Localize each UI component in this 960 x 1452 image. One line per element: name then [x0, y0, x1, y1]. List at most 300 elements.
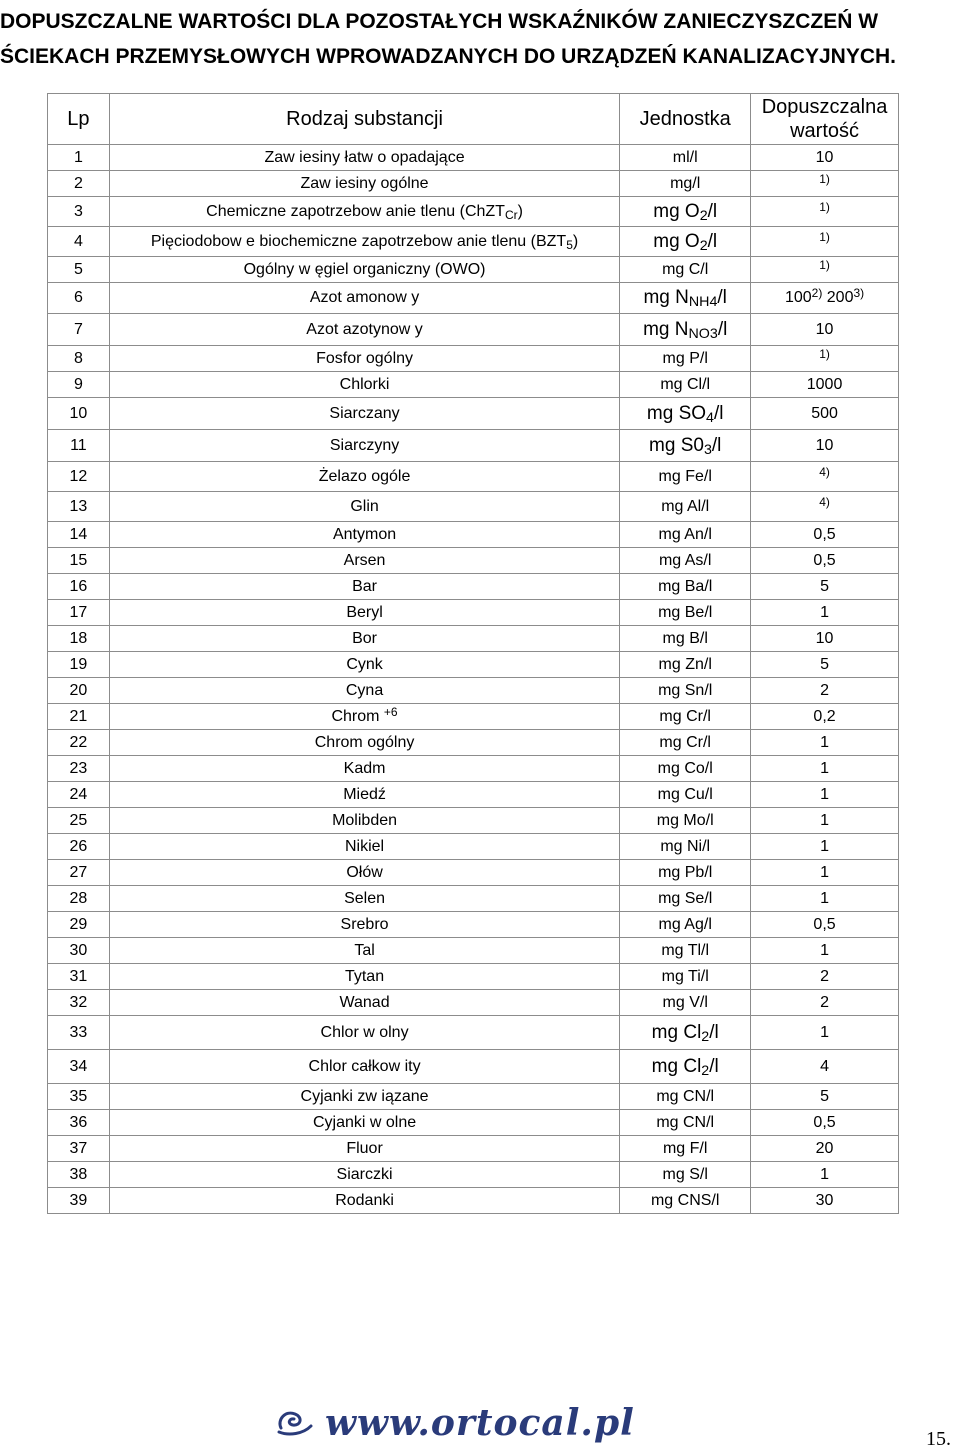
- table-row: [48, 1136, 899, 1162]
- unit-text: mg Cu/l: [657, 785, 713, 803]
- cell-lp: 15: [48, 548, 110, 574]
- cell-unit: [620, 314, 751, 346]
- cell-lp: 19: [48, 652, 110, 678]
- unit-text: mg Ni/l: [660, 837, 711, 855]
- cell-lp: 11: [48, 430, 110, 462]
- unit-text: mg Cl: [651, 1021, 702, 1043]
- cell-value: [751, 145, 899, 171]
- cell-unit: [620, 1188, 751, 1214]
- cell-unit: [620, 227, 751, 257]
- table-row: [48, 938, 899, 964]
- cell-unit: [620, 145, 751, 171]
- value-text: 10: [815, 436, 834, 454]
- table-row: [48, 283, 899, 314]
- cell-unit: [620, 964, 751, 990]
- value-text: 2: [820, 681, 829, 699]
- substance-name: Cynk: [346, 655, 383, 673]
- table-row: [48, 652, 899, 678]
- cell-lp: 39: [48, 1188, 110, 1214]
- substance-name-suffix: ): [517, 202, 523, 220]
- table-row: [48, 1084, 899, 1110]
- cell-unit: [620, 834, 751, 860]
- footer-logo: [275, 1402, 635, 1444]
- substance-name: Zaw iesiny łatw o opadające: [264, 148, 465, 166]
- substance-subscript: 5: [566, 237, 573, 252]
- cell-lp: 25: [48, 808, 110, 834]
- cell-value: [751, 886, 899, 912]
- cell-unit: [620, 1110, 751, 1136]
- substance-name: Cyjanki w olne: [312, 1113, 417, 1131]
- table-row: [48, 912, 899, 938]
- unit-text: mg Mo/l: [656, 811, 714, 829]
- unit-text: mg As/l: [658, 551, 712, 569]
- cell-unit: [620, 462, 751, 492]
- unit-subscript: NH4: [688, 294, 718, 310]
- cell-value: [751, 171, 899, 197]
- unit-text: mg C/l: [662, 260, 709, 278]
- cell-value: [751, 756, 899, 782]
- substance-name: Srebro: [340, 915, 389, 933]
- cell-substance: [109, 574, 620, 600]
- cell-lp: 32: [48, 990, 110, 1016]
- cell-value: [751, 1136, 899, 1162]
- value-text: 5: [820, 1087, 829, 1105]
- cell-lp: 3: [48, 197, 110, 227]
- cell-value: [751, 600, 899, 626]
- table-body: [48, 145, 899, 1214]
- unit-subscript: 2: [699, 207, 708, 224]
- table-row: [48, 1188, 899, 1214]
- table-row: [48, 1050, 899, 1084]
- cell-lp: 5: [48, 257, 110, 283]
- table-row: [48, 171, 899, 197]
- unit-text: mg Al/l: [661, 497, 710, 515]
- cell-value: [751, 626, 899, 652]
- header-value-line-1: Dopuszczalna: [761, 96, 888, 118]
- value-footnote: 1): [819, 257, 830, 272]
- unit-text: mg An/l: [658, 525, 712, 543]
- table-row: [48, 886, 899, 912]
- swirl-logo-icon: [275, 1406, 315, 1441]
- cell-substance: [109, 860, 620, 886]
- table-row: [48, 1162, 899, 1188]
- cell-lp: 28: [48, 886, 110, 912]
- value-text: 0,2: [813, 707, 836, 725]
- table-row: [48, 626, 899, 652]
- value-text: 10: [815, 148, 834, 166]
- cell-value: [751, 257, 899, 283]
- cell-lp: 17: [48, 600, 110, 626]
- cell-value: [751, 860, 899, 886]
- value-text: 5: [820, 655, 829, 673]
- substance-name: Chemiczne zapotrzebow anie tlenu (ChZT: [206, 202, 505, 220]
- value-text: 1: [820, 889, 829, 907]
- cell-lp: 37: [48, 1136, 110, 1162]
- unit-text: mg Cl/l: [660, 375, 711, 393]
- cell-unit: [620, 197, 751, 227]
- value-text: 1: [820, 863, 829, 881]
- cell-substance: [109, 600, 620, 626]
- cell-substance: [109, 808, 620, 834]
- value-footnote: 1): [819, 346, 830, 361]
- table-row: [48, 462, 899, 492]
- cell-unit: [620, 938, 751, 964]
- unit-suffix: /l: [713, 402, 724, 424]
- substance-name: Chrom: [331, 707, 384, 725]
- cell-substance: [109, 912, 620, 938]
- unit-suffix: /l: [709, 1021, 719, 1043]
- substance-name-suffix: ): [572, 232, 579, 250]
- cell-value: [751, 704, 899, 730]
- cell-value: [751, 912, 899, 938]
- substance-name: Tytan: [344, 967, 385, 985]
- substance-name: Fosfor ogólny: [316, 349, 414, 367]
- unit-text: mg V/l: [662, 993, 708, 1011]
- unit-text: mg Be/l: [658, 603, 713, 621]
- table-row: [48, 704, 899, 730]
- unit-text: mg O: [653, 230, 700, 252]
- substance-name: Siarczany: [329, 404, 400, 422]
- value-footnote: 4): [819, 464, 830, 479]
- table-row: [48, 574, 899, 600]
- table-row: [48, 430, 899, 462]
- unit-text: mg Pb/l: [658, 863, 713, 881]
- cell-unit: [620, 1016, 751, 1050]
- cell-substance: [109, 1050, 620, 1084]
- cell-unit: [620, 257, 751, 283]
- cell-lp: 24: [48, 782, 110, 808]
- unit-text: mg O: [653, 200, 700, 222]
- cell-substance: [109, 1084, 620, 1110]
- substance-name: Nikiel: [344, 837, 385, 855]
- cell-unit: [620, 1084, 751, 1110]
- substance-name: Antymon: [332, 525, 397, 543]
- cell-substance: [109, 372, 620, 398]
- value-text: 1: [820, 941, 829, 959]
- cell-unit: [620, 1162, 751, 1188]
- value-text: 10: [815, 320, 834, 338]
- value-text: 10: [815, 629, 834, 647]
- cell-lp: 8: [48, 346, 110, 372]
- unit-subscript: NO3: [688, 325, 718, 342]
- cell-substance: [109, 171, 620, 197]
- cell-value: [751, 346, 899, 372]
- cell-value: [751, 834, 899, 860]
- unit-text: mg SO: [646, 402, 707, 424]
- substance-name: Bor: [352, 629, 377, 647]
- unit-text: mg Tl/l: [661, 941, 710, 959]
- cell-unit: [620, 1136, 751, 1162]
- unit-text: mg N: [643, 318, 689, 340]
- substance-subscript: Cr: [504, 207, 518, 222]
- substance-name: Wanad: [339, 993, 390, 1011]
- value-text: 100: [784, 289, 812, 306]
- unit-text: mg CN/l: [656, 1087, 715, 1105]
- value-text: 1: [820, 811, 829, 829]
- substance-name: Żelazo ogóle: [318, 467, 411, 485]
- cell-unit: [620, 990, 751, 1016]
- header-unit: Jednostka: [620, 94, 751, 145]
- value-footnote: 4): [819, 494, 830, 509]
- substance-name: Glin: [350, 497, 379, 515]
- table-row: [48, 227, 899, 257]
- cell-lp: 36: [48, 1110, 110, 1136]
- cell-lp: 21: [48, 704, 110, 730]
- cell-unit: [620, 860, 751, 886]
- value-text: 5: [820, 577, 829, 595]
- value-text: 1: [820, 1165, 829, 1183]
- unit-text: mg S0: [649, 434, 704, 456]
- cell-value: [751, 492, 899, 522]
- substance-name: Rodanki: [335, 1191, 394, 1209]
- cell-lp: 29: [48, 912, 110, 938]
- value-text: 1: [820, 759, 829, 777]
- cell-lp: 33: [48, 1016, 110, 1050]
- cell-value: [751, 548, 899, 574]
- cell-value: [751, 574, 899, 600]
- cell-unit: [620, 626, 751, 652]
- value-text: 2: [820, 993, 829, 1011]
- cell-lp: 30: [48, 938, 110, 964]
- unit-text: mg S/l: [662, 1165, 708, 1183]
- value-text: 0,5: [813, 551, 836, 569]
- cell-substance: [109, 704, 620, 730]
- substance-name: Fluor: [346, 1139, 383, 1157]
- substance-name: Siarczki: [336, 1165, 393, 1183]
- substance-name: Chlorki: [339, 375, 390, 393]
- cell-substance: [109, 1016, 620, 1050]
- cell-substance: [109, 834, 620, 860]
- unit-text: mg/l: [670, 174, 701, 192]
- table-row: [48, 730, 899, 756]
- cell-substance: [109, 938, 620, 964]
- cell-value: [751, 1162, 899, 1188]
- substance-name: Cyna: [345, 681, 384, 699]
- cell-value: [751, 1110, 899, 1136]
- table-row: [48, 492, 899, 522]
- cell-substance: [109, 1136, 620, 1162]
- cell-substance: [109, 462, 620, 492]
- substance-name: Ogólny w ęgiel organiczny (OWO): [243, 260, 486, 278]
- cell-lp: 23: [48, 756, 110, 782]
- cell-unit: [620, 171, 751, 197]
- unit-subscript: 3: [703, 441, 712, 458]
- unit-text: mg P/l: [662, 349, 708, 367]
- unit-text: mg Fe/l: [658, 467, 712, 485]
- cell-unit: [620, 886, 751, 912]
- header-value-line-2: wartość: [790, 120, 859, 142]
- table-row: [48, 782, 899, 808]
- value-text: 1: [820, 1023, 829, 1041]
- table-row: [48, 964, 899, 990]
- cell-unit: [620, 756, 751, 782]
- cell-lp: 7: [48, 314, 110, 346]
- cell-substance: [109, 730, 620, 756]
- cell-unit: [620, 1050, 751, 1084]
- value-text: 1: [820, 603, 829, 621]
- cell-value: [751, 964, 899, 990]
- table-row: [48, 314, 899, 346]
- unit-text: mg CN/l: [656, 1113, 715, 1131]
- cell-unit: [620, 372, 751, 398]
- cell-value: [751, 197, 899, 227]
- cell-value: [751, 652, 899, 678]
- unit-text: mg N: [643, 287, 689, 308]
- table-row: [48, 678, 899, 704]
- substance-name: Chlor w olny: [320, 1023, 409, 1041]
- cell-value: [751, 1050, 899, 1084]
- cell-value: [751, 398, 899, 430]
- unit-text: mg F/l: [662, 1139, 708, 1157]
- value-text: 1: [820, 837, 829, 855]
- cell-unit: [620, 522, 751, 548]
- cell-value: [751, 462, 899, 492]
- cell-value: [751, 782, 899, 808]
- cell-substance: [109, 492, 620, 522]
- cell-unit: [620, 730, 751, 756]
- value-footnote: 1): [819, 229, 830, 244]
- substance-name: Zaw iesiny ogólne: [300, 174, 429, 192]
- substance-name: Kadm: [343, 759, 386, 777]
- cell-substance: [109, 197, 620, 227]
- substance-name: Tal: [354, 941, 375, 959]
- substance-superscript: +6: [383, 704, 398, 719]
- unit-text: mg Cl: [651, 1055, 702, 1077]
- limits-table: [47, 93, 899, 1214]
- cell-unit: [620, 678, 751, 704]
- cell-unit: [620, 574, 751, 600]
- unit-suffix: /l: [711, 434, 722, 456]
- table-row: [48, 990, 899, 1016]
- cell-substance: [109, 626, 620, 652]
- cell-value: [751, 808, 899, 834]
- substance-name: Chrom ogólny: [314, 733, 415, 751]
- value-text: 2: [820, 967, 829, 985]
- value-text: 0,5: [813, 525, 836, 543]
- substance-name: Azot amonow y: [309, 289, 420, 306]
- unit-text: mg Se/l: [658, 889, 713, 907]
- cell-lp: 26: [48, 834, 110, 860]
- cell-unit: [620, 548, 751, 574]
- cell-unit: [620, 283, 751, 314]
- unit-suffix: /l: [707, 200, 718, 222]
- substance-name: Chlor całkow ity: [308, 1057, 421, 1075]
- cell-lp: 13: [48, 492, 110, 522]
- cell-substance: [109, 398, 620, 430]
- cell-value: [751, 372, 899, 398]
- table-row: [48, 600, 899, 626]
- cell-substance: [109, 227, 620, 257]
- cell-value: [751, 678, 899, 704]
- cell-lp: 18: [48, 626, 110, 652]
- cell-lp: 14: [48, 522, 110, 548]
- unit-text: mg B/l: [662, 629, 708, 647]
- table-row: [48, 860, 899, 886]
- table-row: [48, 372, 899, 398]
- value-text: 0,5: [813, 1113, 836, 1131]
- cell-unit: [620, 704, 751, 730]
- unit-subscript: 4: [706, 409, 714, 426]
- value-text-2: 200: [822, 289, 854, 306]
- cell-substance: [109, 314, 620, 346]
- cell-lp: 12: [48, 462, 110, 492]
- value-footnote: 2): [811, 286, 823, 300]
- unit-text: mg Cr/l: [659, 707, 711, 725]
- cell-unit: [620, 346, 751, 372]
- table-row: [48, 522, 899, 548]
- cell-lp: 10: [48, 398, 110, 430]
- unit-text: mg Sn/l: [658, 681, 713, 699]
- cell-value: [751, 283, 899, 314]
- cell-substance: [109, 652, 620, 678]
- cell-unit: [620, 652, 751, 678]
- cell-lp: 27: [48, 860, 110, 886]
- cell-value: [751, 1188, 899, 1214]
- value-text: 0,5: [813, 915, 836, 933]
- table-row: [48, 145, 899, 171]
- substance-name: Arsen: [343, 551, 386, 569]
- unit-suffix: /l: [717, 287, 727, 308]
- cell-substance: [109, 257, 620, 283]
- table-header-row: [48, 94, 899, 145]
- cell-unit: [620, 430, 751, 462]
- table-row: [48, 257, 899, 283]
- cell-substance: [109, 1162, 620, 1188]
- unit-text: mg CNS/l: [650, 1191, 720, 1209]
- value-text: 4: [820, 1057, 829, 1075]
- title-line-2: ŚCIEKACH PRZEMYSŁOWYCH WPROWADZANYCH DO URZĄDZEŃ KANALIZACYJNYCH.: [0, 45, 896, 68]
- cell-substance: [109, 1188, 620, 1214]
- cell-value: [751, 730, 899, 756]
- table-row: [48, 346, 899, 372]
- title-line-1: DOPUSZCZALNE WARTOŚCI DLA POZOSTAŁYCH WSKAŹNIKÓW ZANIECZYSZCZEŃ W: [0, 10, 879, 33]
- cell-substance: [109, 756, 620, 782]
- cell-value: [751, 1016, 899, 1050]
- value-footnote-2: 3): [853, 286, 865, 300]
- cell-unit: [620, 600, 751, 626]
- substance-name: Azot azotynow y: [306, 320, 423, 338]
- cell-lp: 34: [48, 1050, 110, 1084]
- header-value: [751, 94, 899, 145]
- substance-name: Ołów: [346, 863, 383, 881]
- cell-unit: [620, 782, 751, 808]
- footer-url[interactable]: www.ortocal.pl: [325, 1402, 635, 1444]
- page-number: 15.: [926, 1428, 951, 1450]
- cell-lp: 20: [48, 678, 110, 704]
- table-row: [48, 1016, 899, 1050]
- value-text: 20: [815, 1139, 834, 1157]
- cell-value: [751, 1084, 899, 1110]
- substance-name: Siarczyny: [329, 436, 400, 454]
- cell-substance: [109, 678, 620, 704]
- table-row: [48, 398, 899, 430]
- cell-value: [751, 430, 899, 462]
- value-footnote: 1): [819, 199, 830, 214]
- table-row: [48, 1110, 899, 1136]
- unit-suffix: /l: [717, 318, 728, 340]
- unit-suffix: /l: [709, 1055, 719, 1077]
- cell-substance: [109, 283, 620, 314]
- cell-value: [751, 314, 899, 346]
- cell-lp: 6: [48, 283, 110, 314]
- cell-substance: [109, 430, 620, 462]
- substance-name: Beryl: [346, 603, 383, 621]
- unit-suffix: /l: [707, 230, 718, 252]
- unit-text: mg Ti/l: [661, 967, 709, 985]
- cell-substance: [109, 1110, 620, 1136]
- cell-substance: [109, 964, 620, 990]
- cell-value: [751, 990, 899, 1016]
